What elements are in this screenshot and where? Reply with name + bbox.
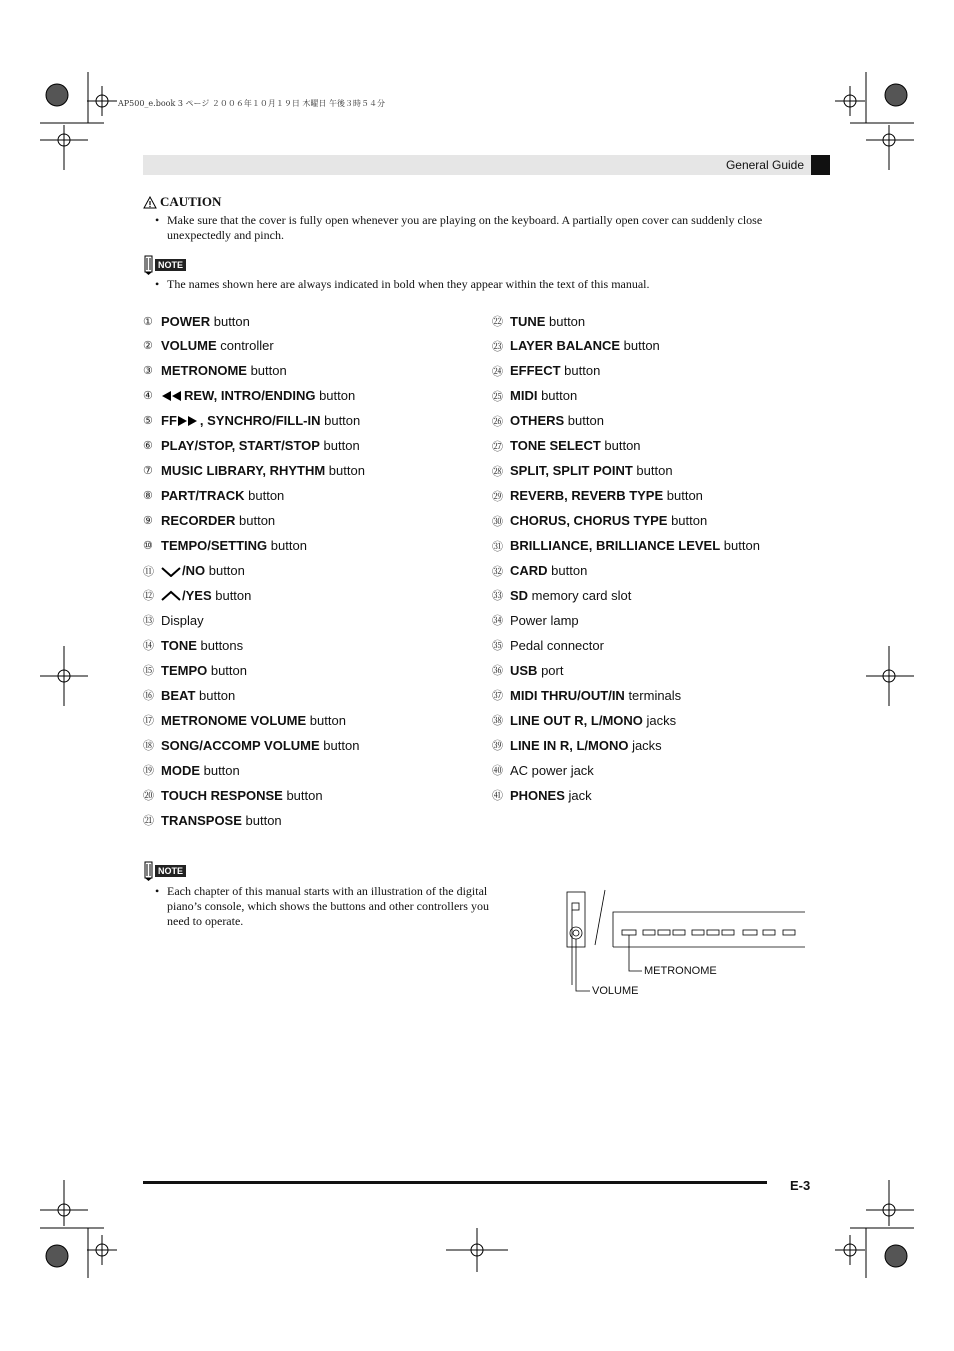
list-item	[492, 686, 681, 704]
page-section-title: General Guide	[725, 158, 804, 172]
item-type: terminals	[624, 687, 682, 703]
caution-line-1: Make sure that the cover is fully open whenever you are playing on the keyboard. A partially open cover can suddenly close	[167, 213, 763, 227]
list-item	[492, 362, 600, 380]
item-number: ⑩	[143, 540, 153, 553]
item-number: ⑰	[143, 715, 154, 728]
item-number: ㉓	[492, 340, 503, 353]
list-item	[143, 387, 355, 405]
note-badge	[143, 255, 186, 275]
item-number: ⑤	[143, 415, 153, 428]
header-tab-marker	[811, 155, 830, 175]
list-item	[143, 512, 275, 530]
item-type: button	[306, 712, 346, 728]
item-name: TONE SELECT	[510, 438, 601, 454]
list-item	[143, 437, 360, 455]
item-number: ㊳	[492, 715, 503, 728]
item-type: jacks	[628, 737, 662, 753]
list-item	[492, 337, 660, 355]
item-name: SPLIT, SPLIT POINT	[510, 463, 633, 479]
list-item	[143, 711, 346, 729]
pencil-note-icon	[143, 255, 154, 275]
item-type: button	[325, 463, 365, 479]
list-item	[492, 512, 707, 530]
item-number: ⑯	[143, 690, 154, 703]
item-number: ㉜	[492, 565, 503, 578]
item-type: button	[600, 438, 641, 454]
list-item	[143, 562, 245, 580]
item-number: ⑱	[143, 740, 154, 753]
item-number: ㊵	[492, 765, 503, 778]
list-item	[143, 811, 282, 829]
item-type: Pedal connector	[510, 637, 604, 653]
list-item	[492, 786, 592, 804]
list-item	[492, 586, 631, 604]
item-name: PART/TRACK	[161, 488, 245, 504]
list-item	[143, 537, 307, 555]
item-type: controller	[216, 338, 274, 354]
footer-rule	[143, 1181, 767, 1184]
item-name: POWER	[161, 313, 211, 329]
item-type: button	[537, 388, 578, 404]
item-number: ⑪	[143, 565, 154, 578]
item-number: ㊲	[492, 690, 503, 703]
list-item	[492, 312, 585, 330]
item-number: ⑮	[143, 665, 154, 678]
list-item	[143, 761, 240, 779]
item-name: LAYER BALANCE	[510, 338, 621, 354]
item-type: button	[267, 538, 307, 554]
list-item	[492, 711, 676, 729]
list-item	[492, 487, 703, 505]
volume-callout: VOLUME	[592, 985, 639, 997]
list-item	[143, 586, 251, 604]
item-type: button	[282, 787, 323, 803]
list-item	[492, 562, 587, 580]
item-name: CHORUS, CHORUS TYPE	[510, 513, 668, 529]
item-name: MODE	[161, 762, 200, 778]
item-type: button	[663, 488, 703, 504]
item-name: TEMPO	[161, 662, 208, 678]
item-name: TOUCH RESPONSE	[161, 787, 283, 803]
item-name: BRILLIANCE, BRILLIANCE LEVEL	[510, 538, 721, 554]
item-name: TEMPO/SETTING	[161, 538, 268, 554]
item-name: USB	[510, 662, 538, 678]
list-item	[143, 462, 365, 480]
ff-prefix: FF	[161, 413, 177, 429]
item-type: button	[560, 363, 601, 379]
item-name: REW, INTRO/ENDING	[184, 388, 316, 404]
item-number: ㉞	[492, 615, 503, 628]
item-name: LINE OUT R, L/MONO	[510, 712, 643, 728]
caution-text: • Make sure that the cover is fully open whenever you are playing on the keyboard. A partially open cover can suddenly close unexpectedly and pinch.	[155, 213, 835, 243]
note-label: NOTE	[155, 259, 186, 271]
item-type: button	[241, 812, 282, 828]
item-name: LINE IN R, L/MONO	[510, 737, 629, 753]
item-name: VOLUME	[161, 338, 217, 354]
caution-heading	[143, 194, 221, 210]
list-item	[143, 412, 360, 430]
item-number: ㉔	[492, 365, 503, 378]
item-type: button	[547, 563, 588, 578]
item-type: button	[319, 737, 360, 753]
list-item	[143, 362, 287, 380]
item-name: MIDI	[510, 388, 538, 404]
item-name: OTHERS	[510, 413, 565, 429]
chevron-up-icon	[161, 589, 181, 601]
item-type: button	[195, 687, 236, 703]
item-type: Power lamp	[510, 612, 579, 628]
item-name: CARD	[510, 563, 548, 578]
item-number: ㉑	[143, 815, 154, 827]
item-number: ⑫	[143, 590, 154, 603]
item-number: ①	[143, 315, 153, 328]
list-item	[143, 611, 204, 629]
item-number: ⑧	[143, 490, 153, 503]
note-1-line: The names shown here are always indicated in bold when they appear within the text of this manual.	[167, 277, 650, 291]
item-type: button	[319, 438, 360, 454]
item-type: button	[207, 662, 247, 678]
rewind-icon	[161, 390, 183, 402]
list-item	[492, 437, 641, 455]
fast-forward-icon	[177, 415, 199, 427]
item-type: jack	[564, 787, 592, 803]
item-number: ㊱	[492, 665, 503, 678]
list-item	[492, 636, 604, 654]
item-number: ③	[143, 365, 153, 378]
item-name: MUSIC LIBRARY, RHYTHM	[161, 463, 326, 479]
item-number: ㊴	[492, 740, 503, 753]
item-number: ⑨	[143, 515, 153, 528]
item-number: ㉙	[492, 490, 503, 503]
list-item	[492, 412, 604, 430]
list-item	[492, 462, 673, 480]
list-item	[143, 686, 235, 704]
item-type: port	[537, 662, 564, 678]
note-2-line-3: need to operate.	[167, 914, 244, 928]
item-type: button	[564, 413, 604, 429]
pencil-note-icon	[143, 861, 154, 881]
chevron-down-icon	[161, 565, 181, 577]
metronome-callout: METRONOME	[644, 965, 717, 977]
item-number: ㉘	[492, 465, 503, 478]
item-number: ④	[143, 390, 153, 403]
item-name: TONE	[161, 637, 197, 653]
item-type: button	[210, 313, 250, 329]
item-type: button	[632, 463, 673, 479]
item-type: Display	[161, 612, 204, 628]
item-type: buttons	[196, 637, 244, 653]
note-2-text: • Each chapter of this manual starts with an illustration of the digital piano’s console, which shows the buttons and other controllers you need to operate.	[155, 884, 535, 929]
item-type: button	[320, 413, 361, 429]
item-number: ⑬	[143, 615, 154, 628]
list-item	[492, 661, 563, 679]
item-type: AC power jack	[510, 762, 594, 778]
item-name: RECORDER	[161, 513, 236, 529]
item-number: ⑳	[143, 790, 154, 803]
item-name: SONG/ACCOMP VOLUME	[161, 737, 320, 753]
item-name: TUNE	[510, 313, 546, 329]
caution-heading-text: CAUTION	[160, 194, 222, 209]
caution-line-2: unexpectedly and pinch.	[167, 228, 284, 242]
list-item	[143, 661, 247, 679]
warning-triangle-icon	[143, 196, 157, 209]
item-name: TRANSPOSE	[161, 812, 242, 828]
list-item	[492, 387, 577, 405]
page-number: E-3	[790, 1178, 811, 1193]
item-name: SD	[510, 587, 529, 603]
list-item	[492, 761, 594, 779]
list-item	[143, 636, 243, 654]
item-number: ㉕	[492, 390, 503, 403]
item-number: ㉖	[492, 415, 503, 428]
item-name: /NO	[182, 563, 206, 578]
item-name: REVERB, REVERB TYPE	[510, 488, 664, 504]
item-type: button	[545, 313, 586, 329]
item-type: button	[720, 538, 760, 554]
list-item	[143, 487, 284, 505]
item-number: ⑭	[143, 640, 154, 653]
item-type: button	[620, 338, 660, 354]
item-number: ㊶	[492, 790, 503, 803]
list-item	[492, 736, 662, 754]
list-item	[143, 786, 323, 804]
item-name: EFFECT	[510, 363, 561, 379]
item-name: , SYNCHRO/FILL-IN	[199, 413, 321, 429]
item-name: METRONOME	[161, 363, 247, 379]
item-type: button	[211, 587, 252, 603]
note-2-line-2: piano’s console, which shows the buttons and other controllers you	[167, 899, 489, 913]
list-item	[492, 611, 579, 629]
item-type: button	[244, 488, 285, 504]
item-type: button	[235, 513, 276, 529]
item-name: PLAY/STOP, START/STOP	[161, 438, 320, 454]
item-name: METRONOME VOLUME	[161, 712, 307, 728]
item-number: ②	[143, 340, 153, 353]
item-type: button	[205, 563, 245, 578]
item-type: button	[667, 513, 708, 529]
item-name: /YES	[182, 587, 212, 603]
item-type: button	[315, 388, 356, 404]
note-badge-2	[143, 861, 186, 881]
item-type: jacks	[642, 712, 677, 728]
item-number: ㉚	[492, 515, 503, 528]
item-number: ⑲	[143, 765, 154, 778]
item-number: ㉛	[492, 540, 503, 553]
list-item	[492, 537, 760, 555]
list-item	[143, 736, 359, 754]
item-type: memory card slot	[528, 587, 632, 603]
note-label-2: NOTE	[155, 865, 186, 877]
item-name: MIDI THRU/OUT/IN	[510, 687, 625, 703]
list-item	[143, 337, 274, 355]
item-name: BEAT	[161, 687, 196, 703]
item-number: ⑥	[143, 440, 153, 453]
list-item	[143, 312, 250, 330]
item-number: ㉝	[492, 590, 503, 603]
print-info-line: AP500_e.book 3 ページ ２００６年１０月１９日 木曜日 午後３時５４分	[118, 99, 385, 108]
item-type: button	[200, 762, 240, 778]
note-1-text: • The names shown here are always indicated in bold when they appear within the text of this manual.	[155, 277, 650, 291]
item-type: button	[246, 363, 287, 379]
item-number: ㉒	[492, 316, 503, 328]
item-number: ⑦	[143, 465, 153, 478]
note-2-line-1: Each chapter of this manual starts with an illustration of the digital	[167, 884, 488, 898]
item-number: ㉗	[492, 440, 503, 453]
item-name: PHONES	[510, 787, 565, 803]
item-number: ㉟	[492, 640, 503, 653]
